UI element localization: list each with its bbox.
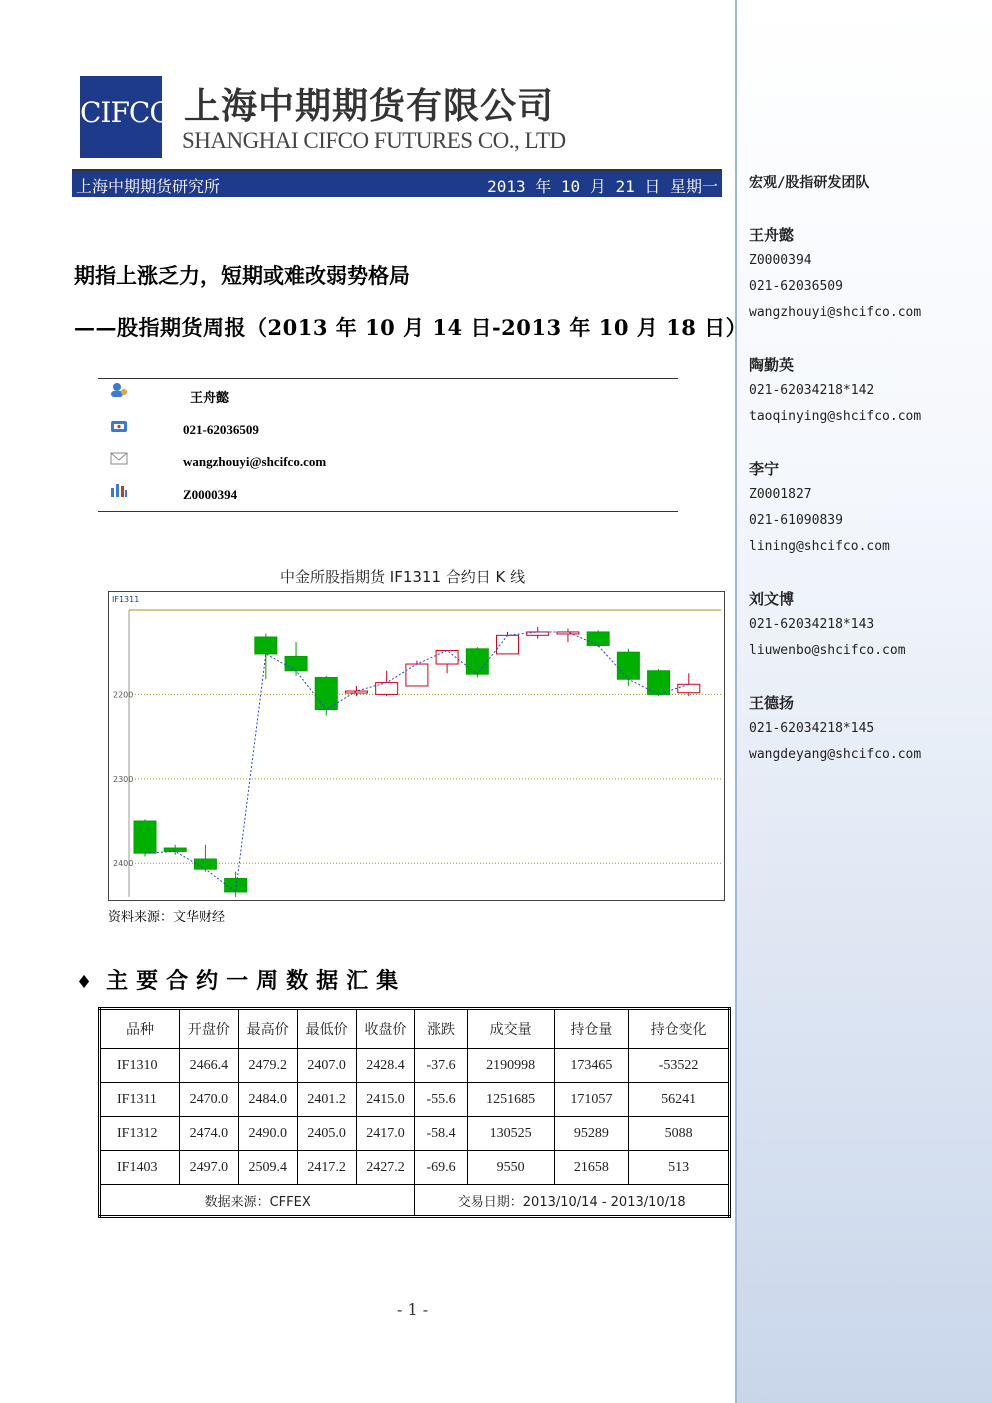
contact-name: 王舟懿 <box>190 390 230 405</box>
analyst-name: 刘文博 <box>749 590 795 608</box>
chart-source: 资料来源：文华财经 <box>108 910 226 925</box>
report-title: 期指上涨乏力，短期或难改弱势格局 <box>74 263 410 288</box>
institute-name: 上海中期期货研究所 <box>76 177 221 196</box>
analyst-contact-line: wangzhouyi@shcifco.com <box>749 305 922 320</box>
table-cell: 513 <box>629 1151 730 1185</box>
analyst-contact-line: 021-62034218*143 <box>749 617 875 632</box>
contact-email: wangzhouyi@shcifco.com <box>183 454 327 469</box>
candle-body <box>285 656 307 670</box>
contact-phone: 021-62036509 <box>183 422 259 437</box>
candle-body <box>648 671 670 695</box>
divider-top <box>98 378 678 379</box>
analyst-contact-line: 021-62036509 <box>749 279 843 294</box>
table-cell: -69.6 <box>415 1151 467 1185</box>
diamond-icon: ♦ <box>76 972 93 993</box>
company-name-en: SHANGHAI CIFCO FUTURES CO., LTD <box>182 128 566 153</box>
table-cell: -53522 <box>629 1049 730 1083</box>
weekly-data-table <box>98 1007 731 1218</box>
table-cell: 2401.2 <box>297 1083 356 1117</box>
table-cell: 95289 <box>554 1117 629 1151</box>
y-tick-label: 2300 <box>113 774 134 784</box>
company-name-cn: 上海中期期货有限公司 <box>184 86 555 127</box>
analyst-contact-line: 021-61090839 <box>749 513 843 528</box>
analyst-contact-line: 021-62034218*142 <box>749 383 875 398</box>
email-icon <box>110 450 128 466</box>
column-header: 持仓量 <box>554 1009 629 1049</box>
analyst-contact-line: taoqinying@shcifco.com <box>749 409 922 424</box>
table-cell: 2466.4 <box>180 1049 239 1083</box>
table-cell: 21658 <box>554 1151 629 1185</box>
candle-body <box>617 652 639 679</box>
candle-body <box>406 664 428 686</box>
table-cell: 2417.0 <box>356 1117 415 1151</box>
table-cell: -55.6 <box>415 1083 467 1117</box>
report-date: 2013 年 10 月 21 日 星期一 <box>487 177 718 196</box>
column-header: 收盘价 <box>356 1009 415 1049</box>
table-footer-row <box>100 1185 730 1217</box>
analyst-contact-line: liuwenbo@shcifco.com <box>749 643 906 658</box>
table-row <box>100 1083 730 1117</box>
candle-body <box>164 848 186 851</box>
phone-icon <box>110 418 128 434</box>
candle-body <box>255 637 277 654</box>
column-header: 成交量 <box>467 1009 554 1049</box>
candle-body <box>587 632 609 646</box>
header-bar <box>72 169 722 197</box>
column-header: 涨跌 <box>415 1009 467 1049</box>
analyst-card <box>749 352 921 430</box>
table-cell: IF1311 <box>100 1083 180 1117</box>
report-subtitle: ——股指期货周报（2013 年 10 月 14 日-2013 年 10 月 18 日） <box>74 315 748 340</box>
section-title: 主要合约一周数据汇集 <box>106 968 407 994</box>
team-title: 宏观/股指研发团队 <box>749 175 870 191</box>
chart-caption: 中金所股指期货 IF1311 合约日 K 线 <box>280 568 526 586</box>
candle-body <box>134 821 156 853</box>
table-cell: 2428.4 <box>356 1049 415 1083</box>
analyst-name: 王舟懿 <box>749 226 795 244</box>
table-row <box>100 1151 730 1185</box>
y-tick-label: 2400 <box>113 859 134 869</box>
analyst-contact-line: Z0000394 <box>749 253 812 268</box>
table-cell: IF1312 <box>100 1117 180 1151</box>
analyst-card <box>749 222 921 326</box>
chart-background <box>109 592 724 900</box>
contact-license: Z0000394 <box>183 487 238 502</box>
trade-date-range: 交易日期：2013/10/14 - 2013/10/18 <box>415 1185 730 1217</box>
table-cell: 2474.0 <box>180 1117 239 1151</box>
analyst-card <box>749 586 906 664</box>
table-cell: 2479.2 <box>238 1049 297 1083</box>
table-cell: 2415.0 <box>356 1083 415 1117</box>
table-cell: 130525 <box>467 1117 554 1151</box>
column-header: 最高价 <box>238 1009 297 1049</box>
table-cell: 56241 <box>629 1083 730 1117</box>
table-cell: 2470.0 <box>180 1083 239 1117</box>
column-header: 品种 <box>100 1009 180 1049</box>
y-tick-label: 2200 <box>113 690 134 700</box>
table-cell: 2407.0 <box>297 1049 356 1083</box>
certificate-icon <box>110 482 128 498</box>
table-cell: 2417.2 <box>297 1151 356 1185</box>
candle-body <box>678 684 700 692</box>
kline-svg <box>109 592 724 900</box>
analyst-name: 李宁 <box>749 460 780 478</box>
section-heading <box>76 964 406 995</box>
divider-bottom <box>98 511 678 512</box>
analyst-contact-line: wangdeyang@shcifco.com <box>749 747 922 762</box>
analyst-name: 王德扬 <box>749 694 795 712</box>
table-cell: 1251685 <box>467 1083 554 1117</box>
table-cell: 2484.0 <box>238 1083 297 1117</box>
table-cell: IF1403 <box>100 1151 180 1185</box>
table-cell: 173465 <box>554 1049 629 1083</box>
column-header: 持仓变化 <box>629 1009 730 1049</box>
kline-chart <box>108 591 725 901</box>
table-cell: 2405.0 <box>297 1117 356 1151</box>
table-cell: 2497.0 <box>180 1151 239 1185</box>
analyst-contact-line: lining@shcifco.com <box>749 539 890 554</box>
column-header: 开盘价 <box>180 1009 239 1049</box>
table-row <box>100 1117 730 1151</box>
person-icon <box>110 382 128 398</box>
table-cell: 2509.4 <box>238 1151 297 1185</box>
candle-body <box>466 649 488 674</box>
analyst-contact-line: 021-62034218*145 <box>749 721 875 736</box>
data-source: 数据来源：CFFEX <box>100 1185 415 1217</box>
table-cell: 171057 <box>554 1083 629 1117</box>
candle-body <box>345 691 367 693</box>
table-cell: 2190998 <box>467 1049 554 1083</box>
candle-body <box>315 678 337 710</box>
table-cell: 2490.0 <box>238 1117 297 1151</box>
table-cell: -58.4 <box>415 1117 467 1151</box>
column-header: 最低价 <box>297 1009 356 1049</box>
analyst-name: 陶勤英 <box>749 356 795 374</box>
analyst-card <box>749 690 921 768</box>
table-cell: -37.6 <box>415 1049 467 1083</box>
page-number: - 1 - <box>397 1300 429 1319</box>
table-row <box>100 1049 730 1083</box>
candle-body <box>557 632 579 634</box>
logo-mark: CIFCO <box>80 96 172 129</box>
cifco-logo <box>80 76 172 158</box>
table-header-row <box>100 1009 730 1049</box>
table-cell: IF1310 <box>100 1049 180 1083</box>
candle-body <box>436 651 458 665</box>
table-cell: 9550 <box>467 1151 554 1185</box>
analyst-contact-line: Z0001827 <box>749 487 812 502</box>
table-cell: 2427.2 <box>356 1151 415 1185</box>
chart-corner-label: IF1311 <box>112 595 140 604</box>
analyst-card <box>749 456 890 560</box>
table-cell: 5088 <box>629 1117 730 1151</box>
